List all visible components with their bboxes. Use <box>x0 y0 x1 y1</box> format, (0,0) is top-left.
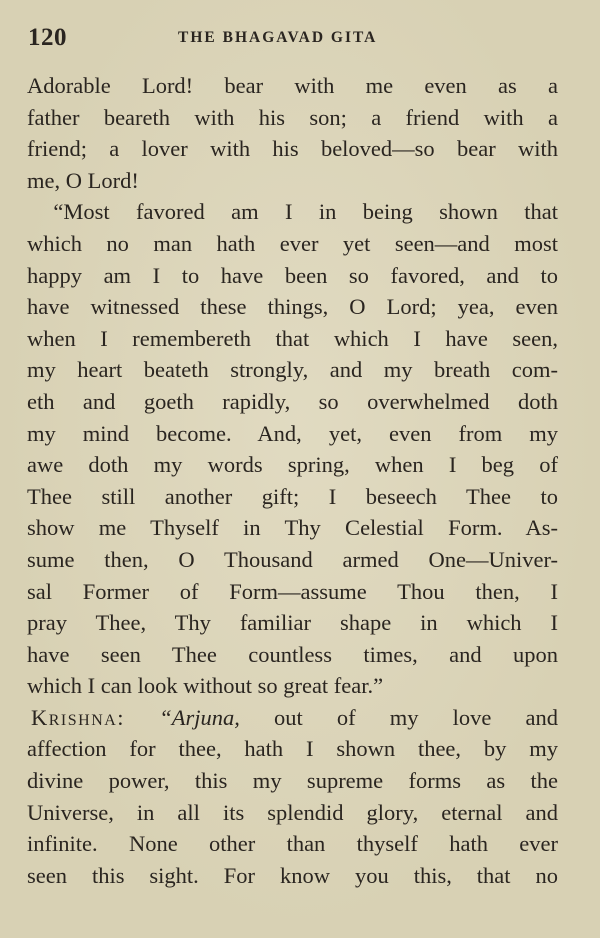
running-title: THE BHAGAVAD GITA <box>178 29 378 46</box>
text-line: Thee still another gift; I beseech Thee to <box>27 483 558 509</box>
text-line: my heart beateth strongly, and my breath com- <box>27 357 558 383</box>
text-line-rest: out of my love and <box>273 704 558 730</box>
text-line: my mind become. And, yet, even from my <box>27 420 558 446</box>
text-line: sal Former of Form—assume Thou then, I <box>27 578 558 604</box>
text-line: sume then, O Thousand armed One—Univer- <box>27 546 558 572</box>
addressee-name: “Arjuna, <box>159 704 240 730</box>
text-line: seen this sight. For know you this, that no <box>27 862 558 888</box>
text-line: have seen Thee countless times, and upon <box>27 641 558 667</box>
text-line: which no man hath ever yet seen—and most <box>27 230 558 256</box>
text-line: have witnessed these things, O Lord; yea, even <box>27 294 558 320</box>
text-line: awe doth my words spring, when I beg of <box>27 452 558 478</box>
body-text <box>27 70 558 891</box>
text-line: me, O Lord! <box>27 167 139 193</box>
text-line: infinite. None other than thyself hath ever <box>27 831 558 857</box>
krishna-first-line <box>27 702 558 734</box>
text-line: “Most favored am I in being shown that <box>27 199 558 225</box>
text-line: friend; a lover with his beloved—so bear with <box>27 136 558 162</box>
text-line: which I can look without so great fear.” <box>27 673 384 699</box>
text-line: eth and goeth rapidly, so overwhelmed doth <box>27 388 558 414</box>
text-line: Adorable Lord! bear with me even as a <box>27 73 558 98</box>
speaker-name: Krishna: <box>31 704 126 730</box>
text-line: affection for thee, hath I shown thee, by my <box>27 736 558 762</box>
page-header <box>28 22 558 58</box>
text-line: happy am I to have been so favored, and to <box>27 262 558 288</box>
text-line: Universe, in all its splendid glory, eternal and <box>27 799 558 825</box>
text-line: pray Thee, Thy familiar shape in which I <box>27 610 558 636</box>
page-number: 120 <box>28 24 67 51</box>
text-line: when I remembereth that which I have seen, <box>27 325 558 351</box>
text-line: father beareth with his son; a friend with a <box>27 104 558 130</box>
text-line: show me Thyself in Thy Celestial Form. As- <box>27 515 558 541</box>
text-line: divine power, this my supreme forms as the <box>27 768 558 794</box>
